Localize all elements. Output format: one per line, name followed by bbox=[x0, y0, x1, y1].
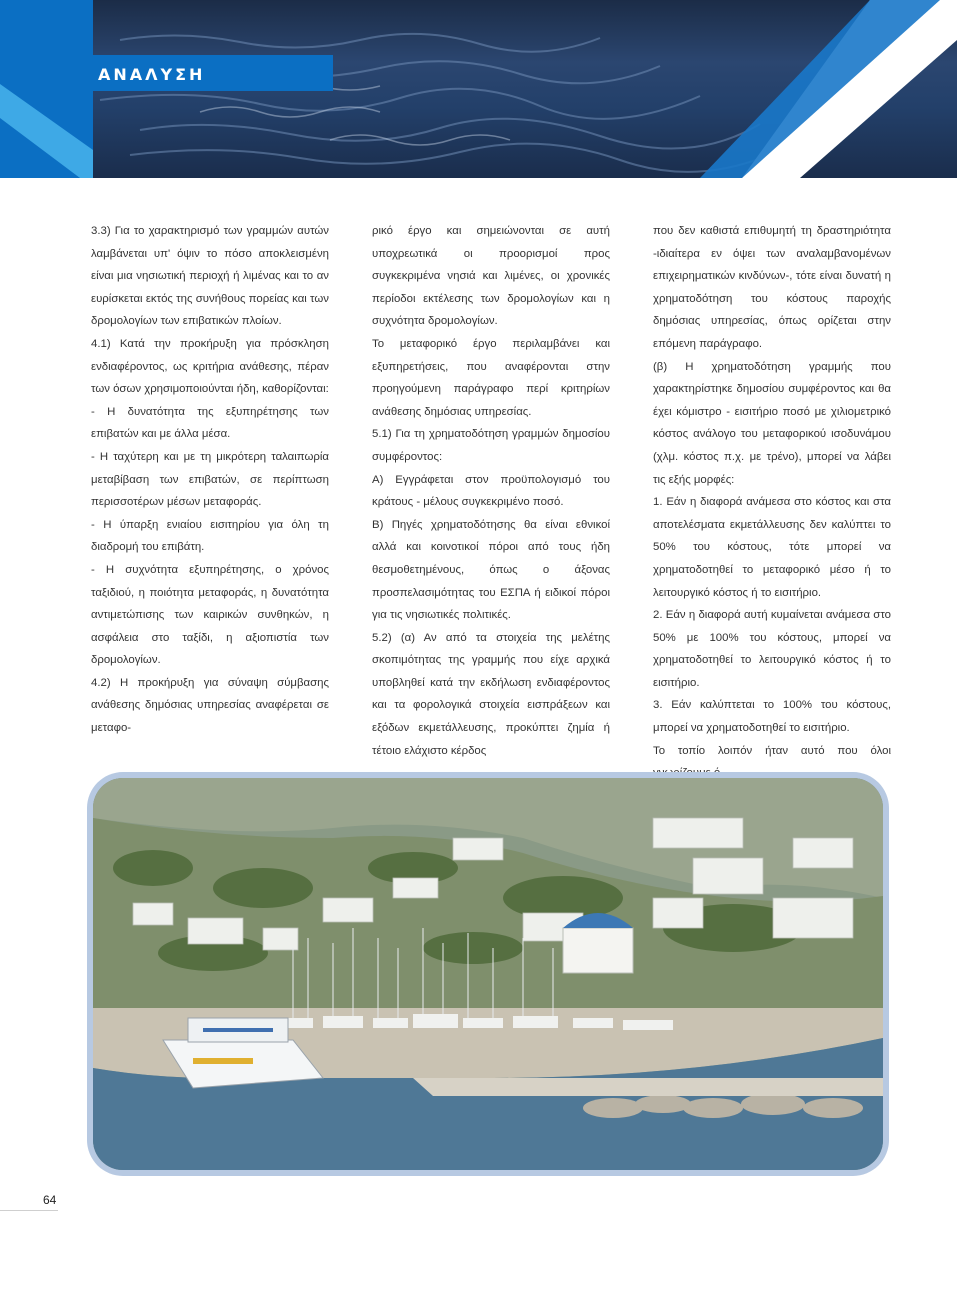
header-banner bbox=[0, 0, 957, 178]
harbor-photo bbox=[93, 778, 883, 1170]
paragraph: - Η ύπαρξη ενιαίου εισιτηρίου για όλη τη διαδρομή του επιβάτη. bbox=[91, 518, 329, 554]
paragraph: 1. Εάν η διαφορά ανάμεσα στο κόστος και στα αποτελέσματα εκμετάλλευσης δεν καλύπτει το 50% του κόστους, τότε μπορεί να χρηματοδοτηθεί το μεταφορικό μέσο ή το λειτουργικό κόστος ή το εισιτήριο. bbox=[653, 496, 891, 599]
paragraph: 4.1) Κατά την προκήρυξη για πρόσκληση ενδιαφέροντος, ως κριτήρια ανάθεσης, πέραν των όσων χρησιμοποιούνται ήδη, καθορίζονται: bbox=[91, 337, 329, 396]
paragraph: Το τοπίο λοιπόν ήταν αυτό που όλοι bbox=[653, 744, 891, 757]
header-graphics bbox=[0, 0, 957, 178]
harbor-illustration bbox=[93, 778, 883, 1170]
paragraph: - Η συχνότητα εξυπηρέτησης, ο χρόνος ταξιδιού, η ποιότητα μεταφοράς, η δυνατότητα αντιμετώπισης των καιρικών συνθηκών, η ασφάλεια στο ταξίδι, η αξιοπιστία των δρομολογίων. bbox=[91, 563, 329, 667]
paragraph: που δεν καθιστά επιθυμητή τη δραστηριότητα -ιδιαίτερα εν όψει των αναλαμβανομένων επιχειρηματικών κινδύνων-, τότε είναι δυνατή η χρηματοδότηση του κόστους παροχής δημόσιας υπηρεσίας, όπως ορίζεται στην επόμενη παράγραφο. bbox=[653, 225, 891, 350]
paragraph: 4.2) Η προκήρυξη για σύναψη σύμβασης ανάθεσης δημόσιας υπηρεσίας αναφέρεται σε μεταφο- bbox=[91, 676, 329, 735]
text-column-1 bbox=[91, 220, 329, 740]
footer-rule bbox=[0, 1210, 58, 1211]
paragraph: Α) Εγγράφεται στον προϋπολογισμό του κράτους - μέλους συγκεκριμένο ποσό. bbox=[372, 473, 610, 509]
paragraph: ρικό έργο και σημειώνονται σε αυτή υποχρεωτικά οι προορισμοί προς συγκεκριμένα νησιά και λιμένες, οι χρονικές περίοδοι εκτέλεσης των δρομολογίων και η συχνότητα δρομολογίων. bbox=[372, 225, 610, 328]
paragraph: - Η ταχύτερη και με τη μικρότερη ταλαιπωρία μεταβίβαση των επιβατών, σε περίπτωση περισσοτέρων μέσων μεταφοράς. bbox=[91, 450, 329, 509]
paragraph: Το μεταφορικό έργο περιλαμβάνει και εξυπηρετήσεις, που αναφέρονται στην προηγούμενη παράγραφο περί κριτηρίων ανάθεσης δημόσιας υπηρεσίας. bbox=[372, 337, 610, 418]
page-number: 64 bbox=[43, 1193, 57, 1207]
paragraph: 5.2) (α) Αν από τα στοιχεία της μελέτης σκοπιμότητας της γραμμής που είχε αρχικά υποβληθεί κατά την εκδήλωση ενδιαφέροντος και τα φορολογικά στοιχεία εισπράξεων και εξόδων εκμετάλλευσης, προκύπτει ζημία ή τέτοιο ελάχιστο κέρδος bbox=[372, 631, 610, 757]
paragraph: - Η δυνατότητα της εξυπηρέτησης των επιβατών και με άλλα μέσα. bbox=[91, 405, 329, 441]
paragraph: 3. Εάν καλύπτεται το 100% του κόστους, μπορεί να χρηματοδοτηθεί το εισιτήριο. bbox=[653, 699, 891, 735]
section-tag: ΑΝΑΛΥΣΗ bbox=[98, 65, 206, 84]
paragraph: 5.1) Για τη χρηματοδότηση γραμμών δημοσίου συμφέροντος: bbox=[372, 428, 610, 463]
paragraph: (β) Η χρηματοδότηση γραμμής που χαρακτηρίστηκε δημοσίου συμφέροντος και θα έχει κόμιστρο - εισιτήριο ποσό με χιλιομετρικό κόστος ανάλογο του μεταφορικού ισοδυνάμου (χλμ. κόστος π.χ. με τρένο), μπορεί να λάβει τις εξής μορφές: bbox=[653, 360, 891, 486]
text-column-3 bbox=[653, 220, 891, 785]
text-column-2 bbox=[372, 220, 610, 762]
paragraph: 2. Εάν η διαφορά αυτή κυμαίνεται ανάμεσα στο 50% με 100% του κόστους, μπορεί να χρηματοδοτηθεί το λειτουργικό κόστος ή το εισιτήριο. bbox=[653, 609, 891, 689]
paragraph: Β) Πηγές χρηματοδότησης θα είναι εθνικοί αλλά και κοινοτικοί πόροι από τους ήδη θεσμοθετημένους, όπως ο άξονας προσπελασιμότητας του ΕΣΠΑ ή ειδικοί πόροι για τις νησιωτικές πολιτικές. bbox=[372, 518, 610, 622]
harbor-photo-frame bbox=[87, 772, 889, 1176]
paragraph: 3.3) Για το χαρακτηρισμό των γραμμών αυτών λαμβάνεται υπ' όψιν το πόσο αποκλεισμένη είναι μια νησιωτική περιοχή ή λιμένας και το αν ευρίσκεται εκτός της συνήθους πορείας και των δρομολογίων των επιβατικών πλοίων. bbox=[91, 225, 329, 328]
